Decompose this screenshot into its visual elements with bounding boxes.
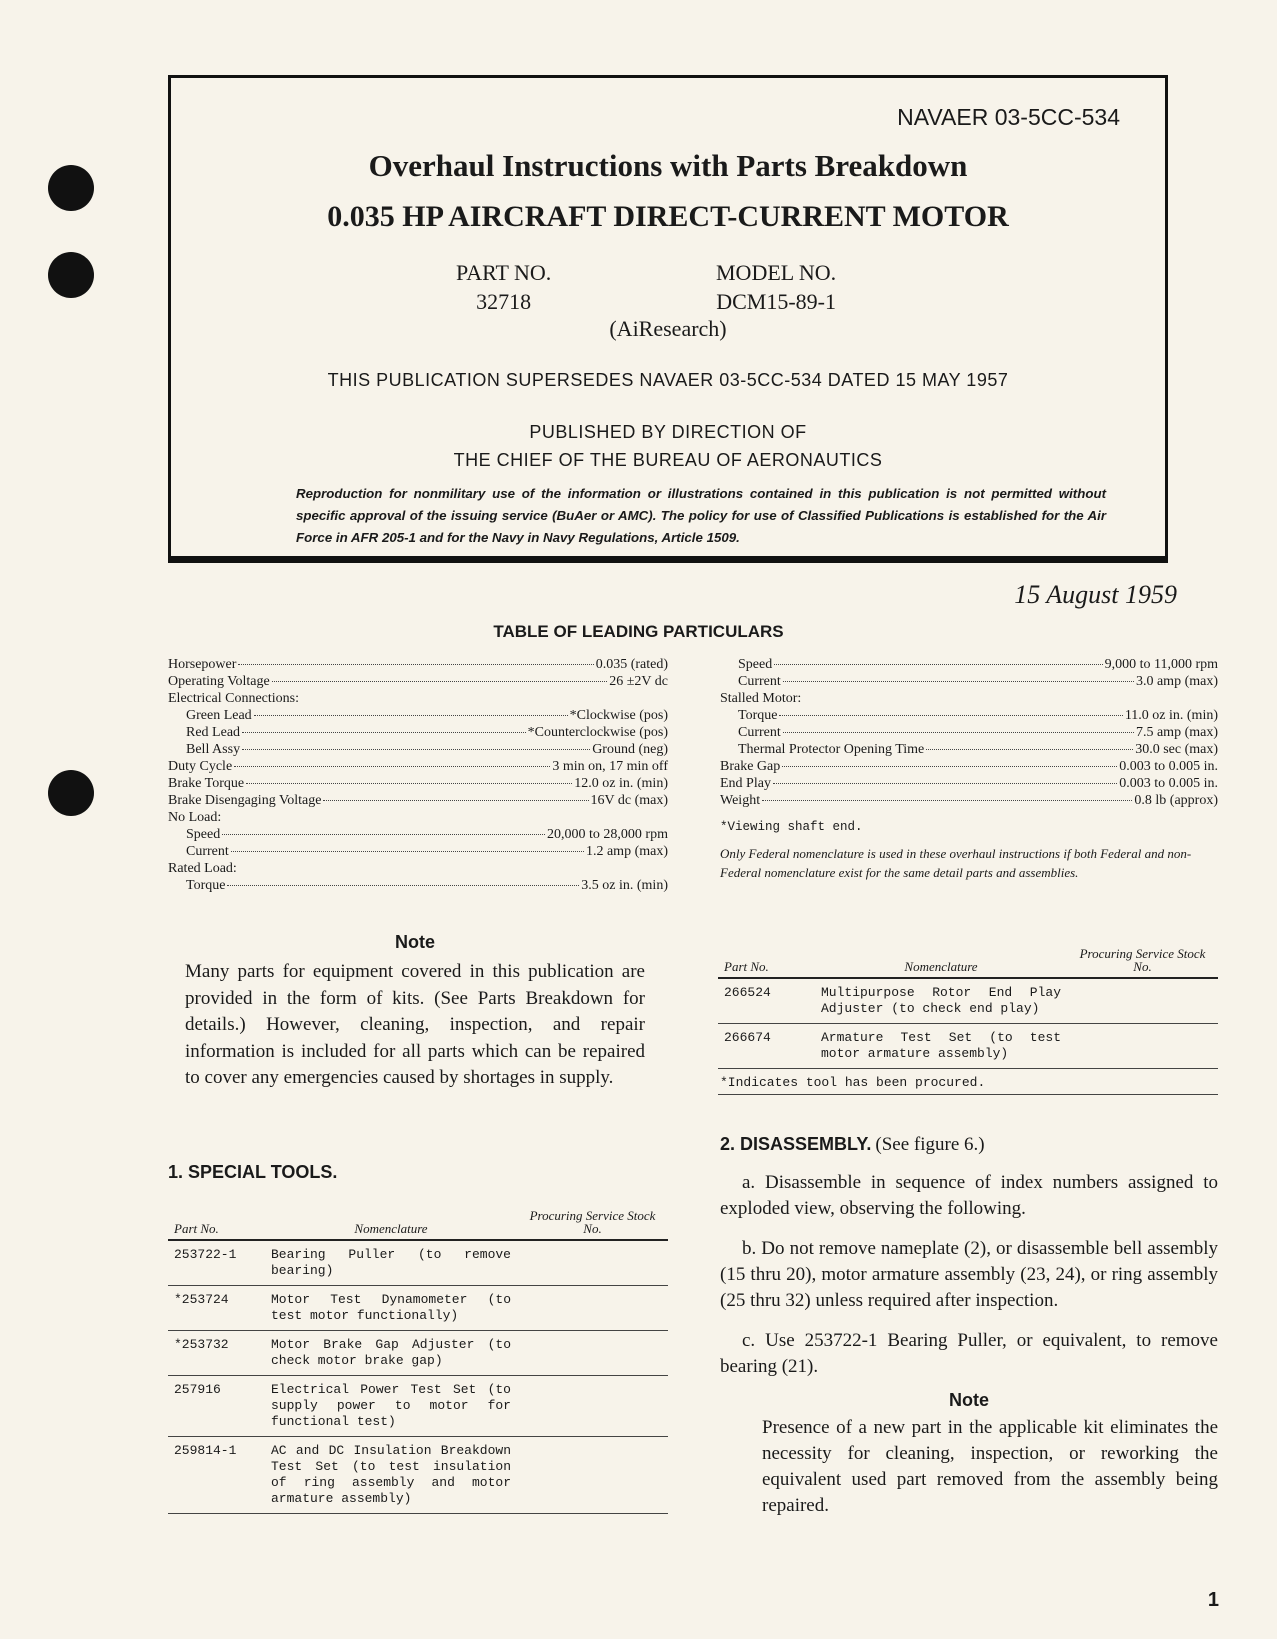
particular-value: 0.003 to 0.005 in. (1119, 759, 1218, 774)
model-value: DCM15-89-1 (716, 289, 836, 314)
particular-row (720, 741, 1218, 758)
note-kits (185, 932, 645, 1092)
part-number: 257916 (168, 1376, 265, 1437)
particular-row (720, 707, 1218, 724)
doc-number: NAVAER 03-5CC-534 (897, 104, 1120, 130)
particular-row (168, 775, 668, 792)
particular-row (168, 860, 668, 877)
particular-row (168, 758, 668, 775)
binder-hole (48, 165, 94, 211)
dot-leader (783, 681, 1134, 682)
dot-leader (762, 800, 1132, 801)
particular-row (720, 775, 1218, 792)
particular-row (720, 690, 1218, 707)
nomenclature: Armature Test Set (to test motor armature assembly) (815, 1024, 1067, 1069)
part-number: 266524 (718, 978, 815, 1024)
part-value: 32718 (476, 289, 532, 314)
particular-label: Bell Assy (186, 742, 241, 757)
part-number: *253724 (168, 1286, 265, 1331)
divider (718, 1094, 1218, 1095)
dot-leader (779, 715, 1122, 716)
particular-value: *Counterclockwise (pos) (527, 725, 668, 740)
stock-number (517, 1437, 668, 1514)
particular-value: 20,000 to 28,000 rpm (547, 827, 668, 842)
particulars-title: TABLE OF LEADING PARTICULARS (493, 622, 784, 641)
step-a: a. Disassemble in sequence of index numbers assigned to exploded view, observing the following. (720, 1172, 1218, 1219)
particular-value: 7.5 amp (max) (1135, 725, 1218, 740)
table-row (718, 978, 1218, 1024)
col-part: Part No. (168, 1205, 265, 1240)
dot-leader (782, 766, 1117, 767)
particular-label: No Load: (168, 810, 222, 825)
particular-label: Weight (720, 793, 761, 808)
step-b: b. Do not remove nameplate (2), or disassemble bell assembly (15 thru 20), motor armature assembly (23, 24), or ring assembly (25 thru 32) unless required after inspection. (720, 1238, 1218, 1311)
table-header (718, 943, 1218, 978)
particular-value: *Clockwise (pos) (569, 708, 668, 723)
col-stock: Procuring Service Stock No. (517, 1205, 668, 1240)
particular-label: Speed (186, 827, 221, 842)
dot-leader (254, 715, 568, 716)
part-number: 253722-1 (168, 1240, 265, 1286)
particular-label: Brake Gap (720, 759, 781, 774)
particular-label: Duty Cycle (168, 759, 233, 774)
part-number-block (456, 258, 551, 316)
particular-row (168, 843, 668, 860)
subtitle: 0.035 HP AIRCRAFT DIRECT-CURRENT MOTOR (327, 200, 1009, 233)
note-title: Note (395, 932, 435, 952)
nomenclature: Multipurpose Rotor End Play Adjuster (to check end play) (815, 978, 1067, 1024)
particular-label: Torque (186, 878, 226, 893)
dot-leader (222, 834, 545, 835)
disassembly-section (720, 1132, 1218, 1519)
reproduction-notice: Reproduction for nonmilitary use of the information or illustrations contained in this publication is not permitted without specific approval of the issuing service (BuAer or AMC). The policy for use of Classified Publications is established for the Air Force in AFR 205-1 and for the Navy in Navy Regulations, Article 1509. (296, 486, 1106, 545)
stock-number (1067, 1024, 1218, 1069)
dot-leader (773, 783, 1117, 784)
nomenclature: Electrical Power Test Set (to supply power to motor for functional test) (265, 1376, 517, 1437)
special-tools-heading: 1. SPECIAL TOOLS. (168, 1162, 338, 1182)
particular-row (168, 724, 668, 741)
published-by (171, 418, 1165, 474)
particular-row (168, 826, 668, 843)
particular-value: 0.8 lb (approx) (1134, 793, 1218, 808)
particular-row (168, 792, 668, 809)
nomenclature: Motor Brake Gap Adjuster (to check motor brake gap) (265, 1331, 517, 1376)
dot-leader (227, 885, 579, 886)
particular-value: 0.035 (rated) (595, 657, 668, 672)
table-row (168, 1286, 668, 1331)
particular-row (168, 741, 668, 758)
dot-leader (234, 766, 550, 767)
particular-row (168, 809, 668, 826)
publication-date: 15 August 1959 (1014, 580, 1177, 609)
table-row (168, 1437, 668, 1514)
particular-value: 9,000 to 11,000 rpm (1104, 657, 1218, 672)
figure-reference: (See figure 6.) (875, 1134, 985, 1155)
table-row (168, 1376, 668, 1437)
particular-row (720, 724, 1218, 741)
stock-number (517, 1331, 668, 1376)
special-tools-table-continued (718, 943, 1218, 1069)
particular-value: Ground (neg) (592, 742, 668, 757)
particular-label: Green Lead (186, 708, 252, 723)
particular-label: Current (186, 844, 229, 859)
particulars-left (168, 656, 668, 894)
maker: (AiResearch) (609, 316, 727, 341)
stock-number (1067, 978, 1218, 1024)
particular-value: 12.0 oz in. (min) (574, 776, 668, 791)
particular-label: Rated Load: (168, 861, 237, 876)
particular-row (168, 877, 668, 894)
part-number: 266674 (718, 1024, 815, 1069)
note-text: Presence of a new part in the applicable kit eliminates the necessity for cleaning, inspection, or reworking the equivalent used part removed from the assembly being repaired. (762, 1417, 1218, 1516)
supersedes-notice: THIS PUBLICATION SUPERSEDES NAVAER 03-5CC-534 DATED 15 MAY 1957 (327, 370, 1009, 390)
stock-number (517, 1240, 668, 1286)
col-part: Part No. (718, 943, 815, 978)
particular-label: Brake Disengaging Voltage (168, 793, 322, 808)
particular-value: 11.0 oz in. (min) (1124, 708, 1218, 723)
published-line: PUBLISHED BY DIRECTION OF (529, 422, 807, 442)
table-row (168, 1331, 668, 1376)
dot-leader (231, 851, 584, 852)
particular-label: Torque (738, 708, 778, 723)
particular-value: 16V dc (max) (590, 793, 668, 808)
particular-row (168, 707, 668, 724)
particular-label: End Play (720, 776, 771, 791)
dot-leader (926, 749, 1133, 750)
particular-value: 26 ±2V dc (609, 674, 668, 689)
disassembly-heading: 2. DISASSEMBLY. (720, 1134, 872, 1154)
dot-leader (783, 732, 1134, 733)
dot-leader (242, 749, 590, 750)
part-number: 259814-1 (168, 1437, 265, 1514)
dot-leader (242, 732, 526, 733)
title: Overhaul Instructions with Parts Breakdown (368, 148, 968, 183)
tools-footnote: *Indicates tool has been procured. (720, 1075, 986, 1090)
col-nomenclature: Nomenclature (815, 943, 1067, 978)
binder-hole (48, 770, 94, 816)
particulars-right (720, 656, 1218, 882)
particular-row (720, 758, 1218, 775)
model-label: MODEL NO. (716, 260, 837, 285)
note-title: Note (949, 1390, 989, 1410)
dot-leader (323, 800, 588, 801)
stock-number (517, 1286, 668, 1331)
table-row (718, 1024, 1218, 1069)
particular-value: 1.2 amp (max) (585, 844, 668, 859)
dot-leader (238, 664, 593, 665)
stock-number (517, 1376, 668, 1437)
particular-label: Speed (738, 657, 773, 672)
col-stock: Procuring Service Stock No. (1067, 943, 1218, 978)
particular-row (720, 792, 1218, 809)
particular-row (168, 656, 668, 673)
dot-leader (774, 664, 1102, 665)
particular-row (720, 656, 1218, 673)
particular-row (720, 673, 1218, 690)
part-label: PART NO. (456, 260, 552, 285)
nomenclature: Bearing Puller (to remove bearing) (265, 1240, 517, 1286)
note-text: Many parts for equipment covered in this publication are provided in the form of kits. (See Parts Breakdown for details.) However, cleaning, inspection, and repair information is included for all parts which can be repaired to cover any emergencies caused by shortages in supply. (185, 961, 645, 1088)
nomenclature: Motor Test Dynamometer (to test motor functionally) (265, 1286, 517, 1331)
table-row (168, 1240, 668, 1286)
federal-note: Only Federal nomenclature is used in these overhaul instructions if both Federal and non-Federal nomenclature exist for the same detail parts and assemblies. (720, 846, 1192, 880)
particular-label: Thermal Protector Opening Time (738, 742, 925, 757)
particular-label: Electrical Connections: (168, 691, 300, 706)
particular-label: Brake Torque (168, 776, 245, 791)
binder-hole (48, 252, 94, 298)
particular-label: Current (738, 674, 781, 689)
particular-value: 30.0 sec (max) (1135, 742, 1218, 757)
particular-value: 3.5 oz in. (min) (581, 878, 668, 893)
particular-label: Horsepower (168, 657, 237, 672)
step-c: c. Use 253722-1 Bearing Puller, or equivalent, to remove bearing (21). (720, 1330, 1218, 1377)
page-number: 1 (1207, 1589, 1219, 1611)
particular-label: Current (738, 725, 781, 740)
dot-leader (272, 681, 607, 682)
special-tools-table (168, 1205, 668, 1514)
col-nomenclature: Nomenclature (265, 1205, 517, 1240)
particular-row (168, 690, 668, 707)
particular-label: Red Lead (186, 725, 241, 740)
particular-value: 3 min on, 17 min off (552, 759, 668, 774)
particular-label: Operating Voltage (168, 674, 270, 689)
dot-leader (246, 783, 572, 784)
particular-label: Stalled Motor: (720, 691, 802, 706)
published-line: THE CHIEF OF THE BUREAU OF AERONAUTICS (453, 450, 883, 470)
particular-value: 3.0 amp (max) (1135, 674, 1218, 689)
table-header (168, 1205, 668, 1240)
model-number-block (716, 258, 836, 316)
particular-row (168, 673, 668, 690)
title-block (168, 75, 1168, 563)
nomenclature: AC and DC Insulation Breakdown Test Set (to test insulation of ring assembly and motor armature assembly) (265, 1437, 517, 1514)
part-number: *253732 (168, 1331, 265, 1376)
particulars-footnote: *Viewing shaft end. (720, 820, 863, 834)
particular-value: 0.003 to 0.005 in. (1119, 776, 1218, 791)
